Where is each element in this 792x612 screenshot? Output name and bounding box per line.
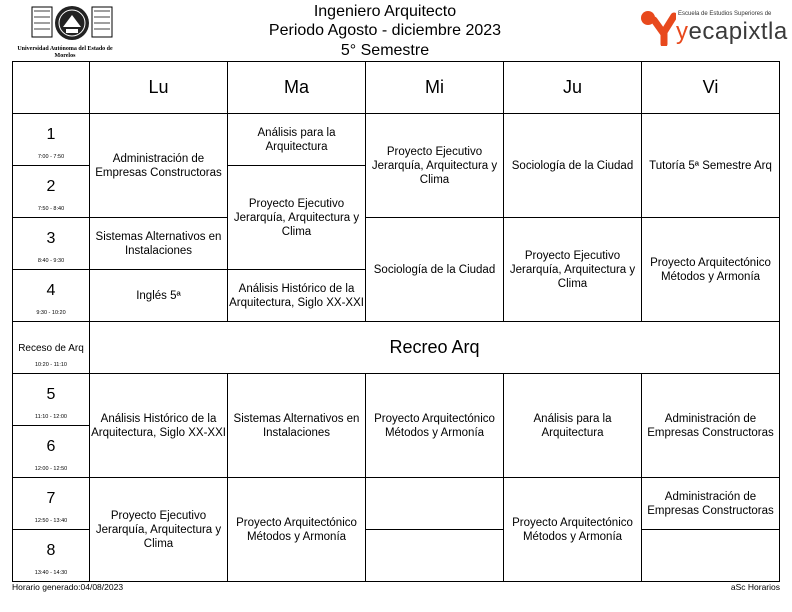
- day-wednesday: Mi: [366, 62, 504, 114]
- class-cell[interactable]: Proyecto Arquitectónico Métodos y Armonía: [228, 478, 366, 582]
- recess-row: [13, 322, 780, 374]
- period-time: 12:00 - 12:50: [34, 466, 68, 472]
- generated-date: Horario generado:04/08/2023: [12, 582, 124, 592]
- period-5: [13, 374, 90, 426]
- class-cell[interactable]: Análisis para la Arquitectura: [228, 114, 366, 166]
- empty-cell[interactable]: [642, 530, 780, 582]
- class-cell[interactable]: Proyecto Arquitectónico Métodos y Armonía: [504, 478, 642, 582]
- ecapixtla-mark-icon: [640, 10, 676, 46]
- schedule-table: [12, 61, 780, 582]
- period-3: [13, 218, 90, 270]
- period-number: 7: [46, 490, 56, 507]
- day-monday: Lu: [90, 62, 228, 114]
- class-cell[interactable]: Sociología de la Ciudad: [366, 218, 504, 322]
- ecapixtla-brand-word: ecapixtla: [688, 18, 788, 45]
- period-time: 9:30 - 10:20: [36, 310, 66, 316]
- period-number: 8: [46, 542, 56, 559]
- class-cell[interactable]: Inglés 5ª: [90, 270, 228, 322]
- day-thursday: Ju: [504, 62, 642, 114]
- period-time: 8:40 - 9:30: [37, 258, 65, 264]
- class-cell[interactable]: Administración de Empresas Constructoras: [642, 478, 780, 530]
- class-cell[interactable]: Análisis Histórico de la Arquitectura, Siglo XX-XXI: [228, 270, 366, 322]
- empty-cell[interactable]: [366, 530, 504, 582]
- class-cell[interactable]: Proyecto Ejecutivo Jerarquía, Arquitectura y Clima: [366, 114, 504, 218]
- recess-label: Receso de Arq: [18, 343, 84, 354]
- period-number: 6: [46, 438, 56, 455]
- university-seal-icon: [30, 3, 114, 45]
- period-number: 4: [46, 282, 56, 299]
- class-cell[interactable]: Proyecto Ejecutivo Jerarquía, Arquitectura y Clima: [228, 166, 366, 270]
- semester-title: 5° Semestre: [340, 42, 430, 59]
- period-7: [13, 478, 90, 530]
- period-number: 3: [46, 230, 56, 247]
- class-cell[interactable]: Administración de Empresas Constructoras: [90, 114, 228, 218]
- class-cell[interactable]: Proyecto Ejecutivo Jerarquía, Arquitectura y Clima: [90, 478, 228, 582]
- university-name: Universidad Autónoma del Estado de Morelos: [17, 46, 113, 59]
- class-cell[interactable]: Análisis Histórico de la Arquitectura, Siglo XX-XXI: [90, 374, 228, 478]
- class-cell[interactable]: Tutoría 5ª Semestre Arq: [642, 114, 780, 218]
- period-time: 10:20 - 11:10: [34, 362, 67, 368]
- period-4: [13, 270, 90, 322]
- uaem-logo: [10, 3, 113, 60]
- period-8: [13, 530, 90, 582]
- class-cell[interactable]: Sistemas Alternativos en Instalaciones: [90, 218, 228, 270]
- period-title: Periodo Agosto - diciembre 2023: [268, 22, 502, 39]
- class-cell[interactable]: Sociología de la Ciudad: [504, 114, 642, 218]
- period-time: 11:10 - 12:00: [34, 414, 67, 420]
- period-time: 12:50 - 13:40: [34, 518, 68, 524]
- empty-cell[interactable]: [366, 478, 504, 530]
- ecapixtla-brand: [676, 18, 788, 46]
- period-row-3: [13, 218, 780, 270]
- corner-cell: [13, 62, 90, 114]
- class-cell[interactable]: Administración de Empresas Constructoras: [642, 374, 780, 478]
- class-cell[interactable]: Proyecto Arquitectónico Métodos y Armonía: [642, 218, 780, 322]
- period-number: 1: [46, 126, 56, 143]
- recess-period: [13, 322, 90, 374]
- program-title: Ingeniero Arquitecto: [313, 3, 457, 20]
- class-cell[interactable]: Análisis para la Arquitectura: [504, 374, 642, 478]
- period-number: 5: [46, 386, 56, 403]
- class-cell[interactable]: Sistemas Alternativos en Instalaciones: [228, 374, 366, 478]
- ecapixtla-brand-prefix: y: [676, 18, 689, 45]
- period-6: [13, 426, 90, 478]
- period-time: 7:00 - 7:50: [37, 154, 65, 160]
- ecapixtla-logo: [640, 8, 788, 48]
- period-row-1: [13, 114, 780, 166]
- class-cell[interactable]: Proyecto Ejecutivo Jerarquía, Arquitectura y Clima: [504, 218, 642, 322]
- day-tuesday: Ma: [228, 62, 366, 114]
- recess-cell[interactable]: Recreo Arq: [90, 322, 780, 374]
- period-time: 13:40 - 14:30: [34, 570, 68, 576]
- class-cell[interactable]: Proyecto Arquitectónico Métodos y Armonía: [366, 374, 504, 478]
- period-row-5: [13, 374, 780, 426]
- app-credit: aSc Horarios: [730, 582, 780, 592]
- period-2: [13, 166, 90, 218]
- day-header-row: [13, 62, 780, 114]
- period-row-7: [13, 478, 780, 530]
- period-number: 2: [46, 178, 56, 195]
- day-friday: Vi: [642, 62, 780, 114]
- page-header: [0, 0, 792, 62]
- period-time: 7:50 - 8:40: [37, 206, 65, 212]
- period-1: [13, 114, 90, 166]
- ecapixtla-subtitle: Escuela de Estudios Superiores de: [678, 11, 772, 17]
